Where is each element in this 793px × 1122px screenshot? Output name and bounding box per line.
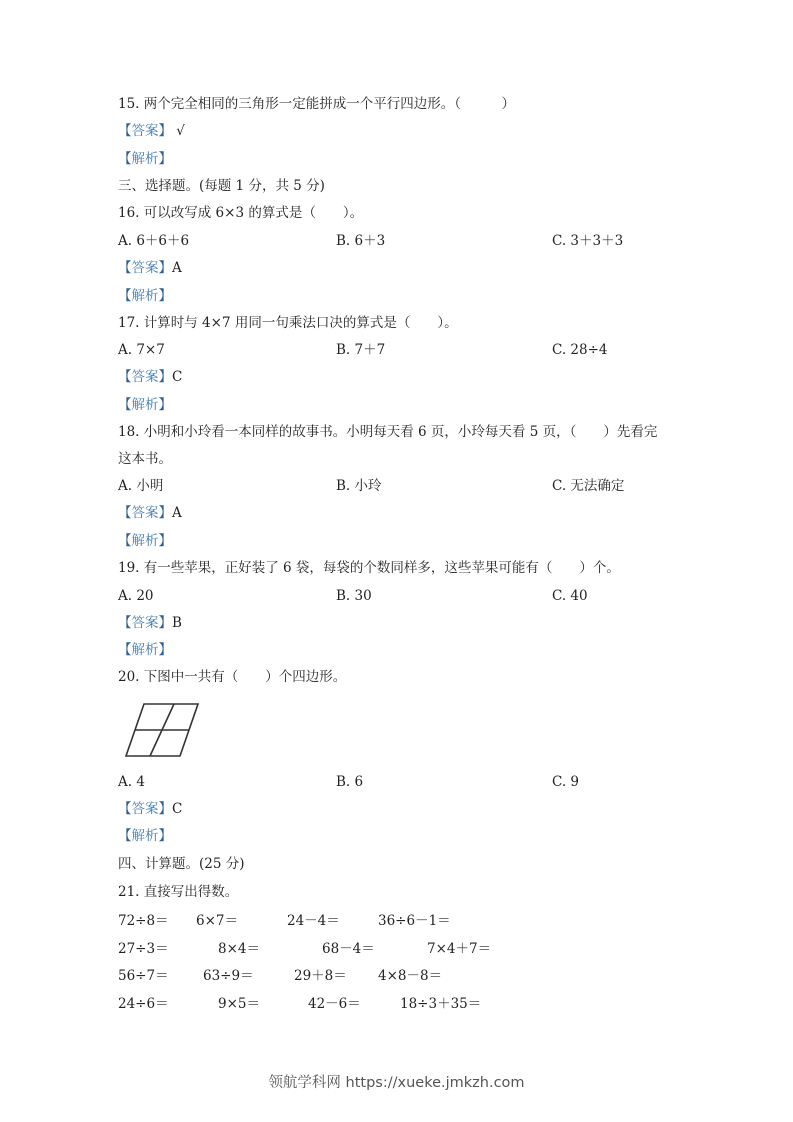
option-a: A. 小明 (118, 478, 164, 494)
question-20: 20. 下图中一共有（ ）个四边形。 (118, 669, 347, 685)
answer-tag: 【答案】 (118, 801, 172, 817)
footer-watermark: 领航学科网 https://xueke.jmkzh.com (268, 1075, 525, 1091)
option-b: B. 6＋3 (336, 233, 386, 249)
option-c: C. 40 (552, 588, 588, 604)
analysis-tag: 【解析】 (118, 533, 172, 549)
analysis-18 (118, 532, 172, 550)
answer-20 (118, 800, 182, 818)
option-b: B. 小玲 (336, 478, 382, 494)
option-b: B. 30 (336, 588, 372, 604)
calc-item: 18÷3＋35＝ (400, 996, 482, 1012)
calc-item: 8×4＝ (218, 941, 260, 957)
calc-item: 6×7＝ (196, 913, 238, 929)
option-c: C. 无法确定 (552, 478, 625, 494)
question-19: 19. 有一些苹果，正好装了 6 袋，每袋的个数同样多，这些苹果可能有（ ）个。 (118, 560, 620, 576)
calc-item: 72÷8＝ (118, 913, 169, 929)
option-b: B. 6 (336, 774, 364, 790)
option-a: A. 4 (118, 774, 145, 790)
question-15: 15. 两个完全相同的三角形一定能拼成一个平行四边形。（ ） (118, 96, 516, 112)
analysis-16 (118, 287, 172, 305)
answer-value: B (172, 615, 182, 631)
option-a: A. 7×7 (118, 342, 165, 358)
answer-tag: 【答案】 (118, 123, 172, 139)
calc-item: 42－6＝ (308, 996, 361, 1012)
calc-item: 24÷6＝ (118, 996, 169, 1012)
answer-value: A (172, 260, 182, 276)
analysis-17 (118, 396, 172, 414)
answer-tag: 【答案】 (118, 615, 172, 631)
calc-item: 9×5＝ (218, 996, 260, 1012)
calc-item: 29＋8＝ (294, 968, 347, 984)
analysis-tag: 【解析】 (118, 397, 172, 413)
answer-16 (118, 259, 182, 277)
question-18-line2: 这本书。 (118, 451, 172, 467)
parallelogram-figure (118, 695, 208, 765)
calc-item: 4×8－8＝ (378, 968, 443, 984)
calc-item: 24－4＝ (287, 913, 340, 929)
answer-value: C (172, 369, 183, 385)
answer-tag: 【答案】 (118, 369, 172, 385)
answer-value: √ (176, 123, 185, 139)
question-18-line1: 18. 小明和小玲看一本同样的故事书。小明每天看 6 页，小玲每天看 5 页，（ ）先看完 (118, 424, 658, 440)
analysis-tag: 【解析】 (118, 151, 172, 167)
calc-item: 27÷3＝ (118, 941, 169, 957)
answer-value: A (172, 505, 182, 521)
option-c: C. 9 (552, 774, 580, 790)
answer-tag: 【答案】 (118, 260, 172, 276)
analysis-tag: 【解析】 (118, 828, 172, 844)
answer-value: C (172, 801, 183, 817)
question-21: 21. 直接写出得数。 (118, 884, 239, 900)
calc-item: 68－4＝ (322, 941, 375, 957)
question-17: 17. 计算时与 4×7 用同一句乘法口决的算式是（ ）。 (118, 315, 458, 331)
section-3-title: 三、选择题。(每题 1 分，共 5 分) (118, 178, 325, 194)
option-c: C. 3＋3＋3 (552, 233, 624, 249)
answer-17 (118, 368, 182, 386)
calc-item: 36÷6－1＝ (378, 913, 451, 929)
analysis-tag: 【解析】 (118, 288, 172, 304)
calc-item: 56÷7＝ (118, 968, 169, 984)
question-16: 16. 可以改写成 6×3 的算式是（ ）。 (118, 205, 364, 221)
calc-item: 63÷9＝ (203, 968, 254, 984)
option-a: A. 20 (118, 588, 154, 604)
answer-15 (118, 122, 185, 140)
answer-18 (118, 504, 182, 522)
option-a: A. 6＋6＋6 (118, 233, 190, 249)
answer-tag: 【答案】 (118, 505, 172, 521)
option-c: C. 28÷4 (552, 342, 608, 358)
section-4-title: 四、计算题。(25 分) (118, 856, 245, 872)
option-b: B. 7＋7 (336, 342, 386, 358)
analysis-15 (118, 150, 172, 168)
analysis-tag: 【解析】 (118, 642, 172, 658)
analysis-19 (118, 641, 172, 659)
calc-item: 7×4＋7＝ (427, 941, 492, 957)
analysis-20 (118, 827, 172, 845)
answer-19 (118, 614, 182, 632)
